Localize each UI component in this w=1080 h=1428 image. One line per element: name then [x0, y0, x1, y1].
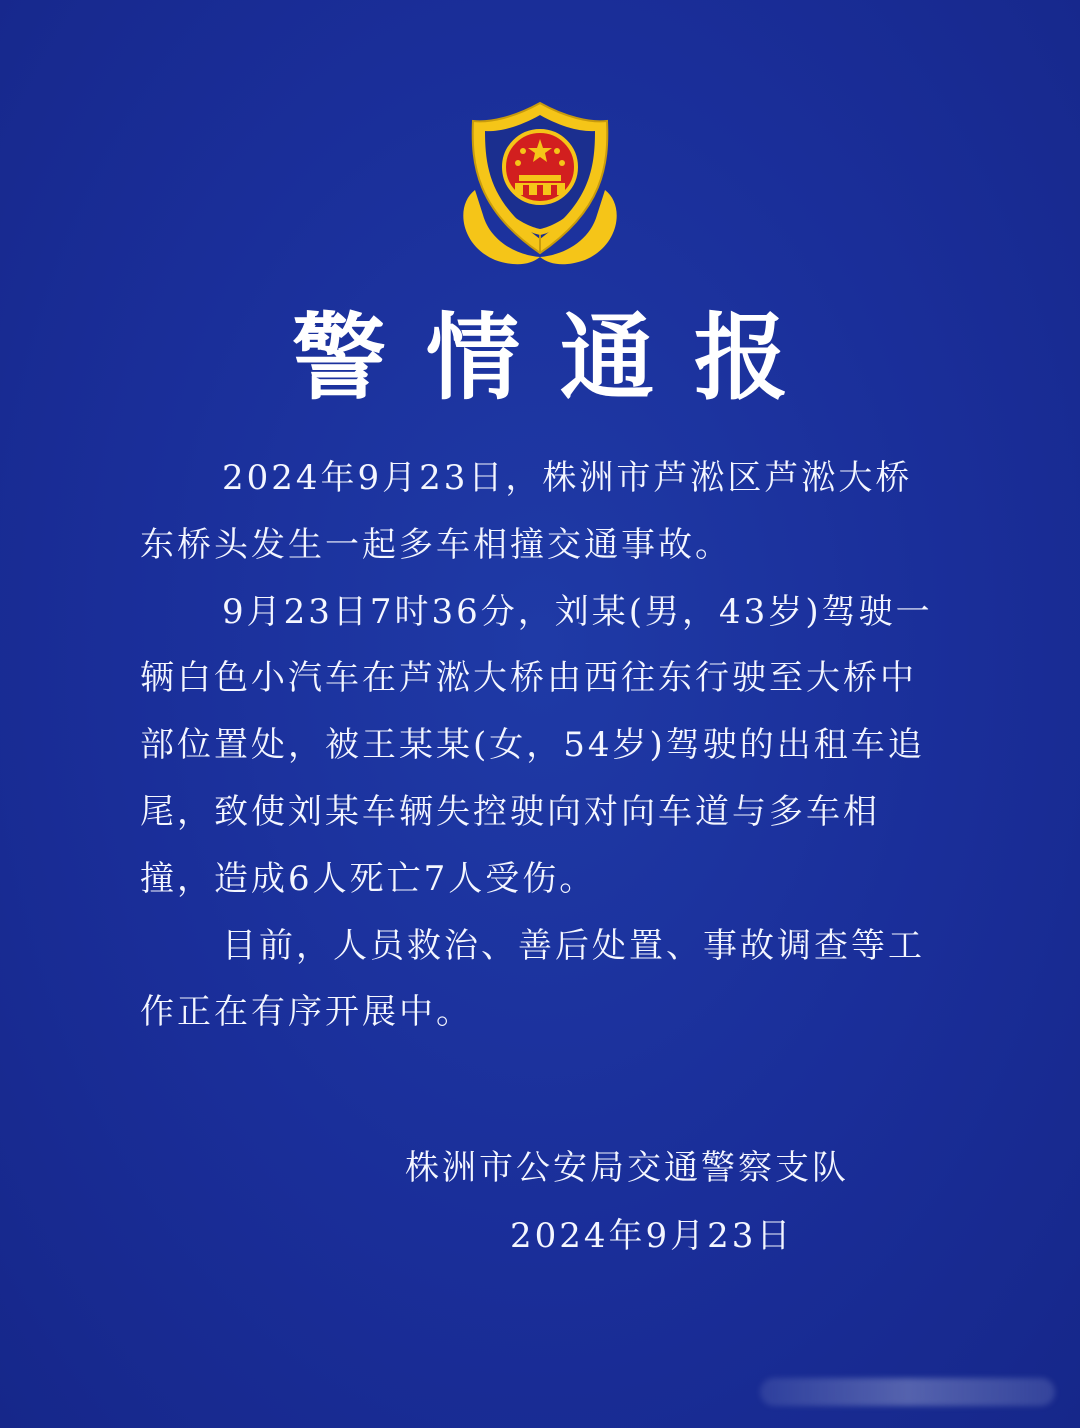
notice-title: 警情通报 [291, 304, 828, 413]
blurred-watermark [760, 1378, 1055, 1406]
police-badge-icon [455, 95, 625, 270]
signature-organization: 株洲市公安局交通警察支队 [405, 1148, 849, 1188]
signature-block [405, 1138, 865, 1266]
paragraph-accident-summary: 2024年9月23日，株洲市芦淞区芦淞大桥东桥头发生一起多车相撞交通事故。 [140, 458, 913, 565]
paragraph-accident-details: 9月23日7时36分，刘某(男，43岁)驾驶一辆白色小汽车在芦淞大桥由西往东行驶至大桥中部位置处，被王某某(女，54岁)驾驶的出租车追尾，致使刘某车辆失控驶向对向车道与多车相撞，造成6人死亡7人受伤。 [140, 591, 933, 899]
paragraph-current-status: 目前，人员救治、善后处置、事故调查等工作正在有序开展中。 [140, 925, 925, 1033]
notice-body [140, 445, 940, 1046]
signature-date: 2024年9月23日 [510, 1216, 794, 1256]
